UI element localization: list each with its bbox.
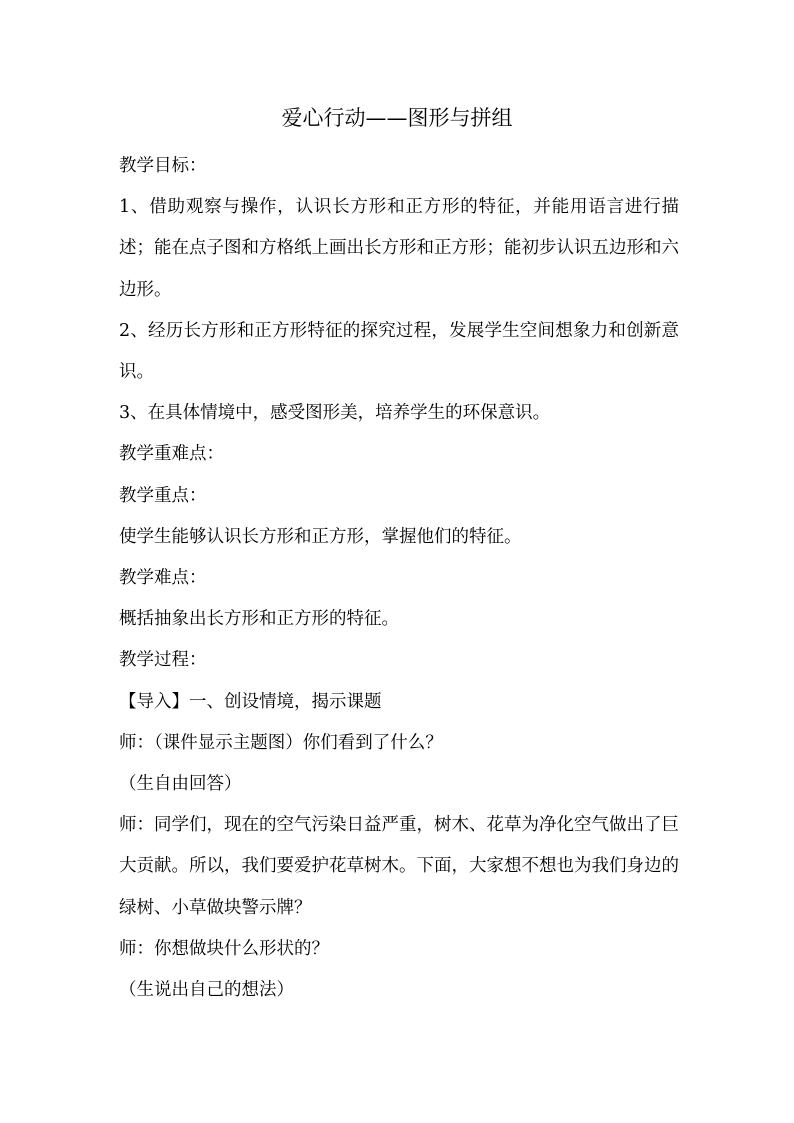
teacher-line-2: 师：同学们，现在的空气污染日益严重，树木、花草为净化空气做出了巨大贡献。所以，我们要爱护花草树木。下面，大家想不想也为我们身边的绿树、小草做块警示牌？: [119, 815, 679, 918]
heading-teaching-goals: 教学目标：: [119, 156, 207, 176]
difficult-points-text: 概括抽象出长方形和正方形的特征。: [119, 609, 399, 630]
heading-difficult-points: 教学难点：: [119, 568, 207, 589]
heading-teaching-process: 教学过程：: [119, 650, 207, 671]
section-introduction: 【导入】一、创设情境，揭示课题: [119, 691, 382, 712]
heading-key-points: 教学重点：: [119, 485, 207, 506]
document-body: [119, 146, 679, 1011]
goal-item-2: 2、经历长方形和正方形特征的探究过程，发展学生空间想象力和创新意识。: [119, 320, 679, 383]
key-points-text: 使学生能够认识长方形和正方形，掌握他们的特征。: [119, 526, 522, 547]
teacher-line-3: 师：你想做块什么形状的？: [119, 938, 329, 959]
teacher-line-1: 师：（课件显示主题图）你们看到了什么？: [119, 732, 443, 753]
heading-key-difficult-points: 教学重难点：: [119, 444, 224, 465]
student-response-2: （生说出自己的想法）: [119, 980, 294, 1001]
goal-item-1: 1、借助观察与操作，认识长方形和正方形的特征，并能用语言进行描述；能在点子图和方格纸上画出长方形和正方形；能初步认识五边形和六边形。: [119, 197, 679, 300]
goal-item-3: 3、在具体情境中，感受图形美，培养学生的环保意识。: [119, 403, 551, 424]
document-title: 爱心行动——图形与拼组: [281, 106, 513, 130]
student-response-1: （生自由回答）: [119, 774, 242, 795]
